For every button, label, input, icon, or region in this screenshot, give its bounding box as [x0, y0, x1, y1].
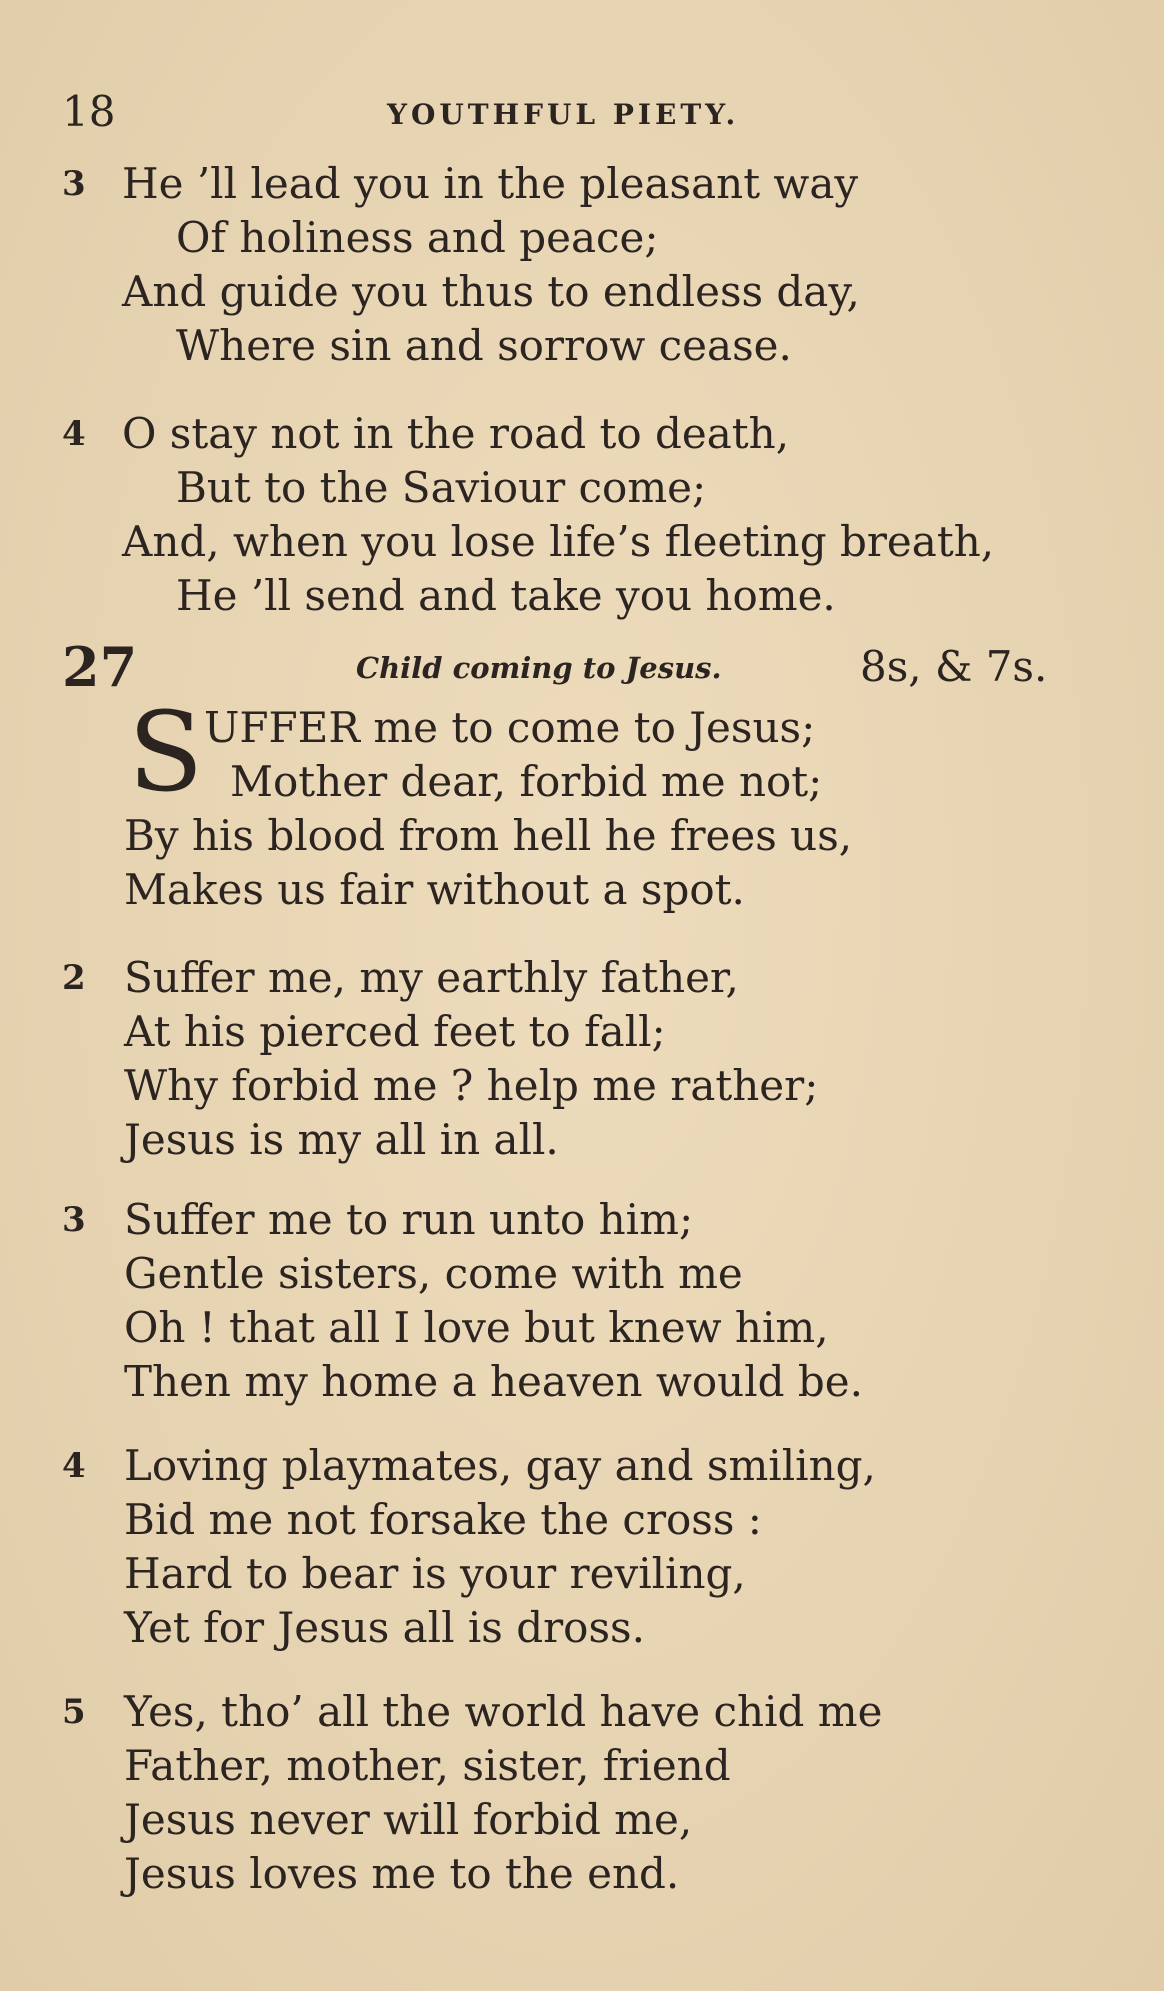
page-number: 18	[62, 87, 116, 136]
verse-line: Makes us fair without a spot.	[124, 865, 745, 914]
hymn-title: Child coming to Jesus.	[356, 651, 722, 685]
verse-line: Gentle sisters, come with me	[124, 1249, 743, 1298]
verse-line: Jesus loves me to the end.	[124, 1849, 680, 1898]
verse-line: He ’ll lead you in the pleasant way	[122, 159, 859, 208]
verse-line: Where sin and sorrow cease.	[176, 321, 792, 370]
running-head	[62, 88, 1102, 148]
verse-number: 3	[62, 164, 86, 204]
running-title: YOUTHFUL PIETY.	[387, 98, 740, 131]
verse-number: 2	[62, 958, 86, 998]
verse-line: Of holiness and peace;	[176, 213, 659, 262]
verse-line: And, when you lose life’s fleeting breath,	[122, 517, 995, 566]
verse-line: By his blood from hell he frees us,	[124, 811, 853, 860]
verse-line: UFFER me to come to Jesus;	[204, 703, 816, 752]
verse-line: Suffer me, my earthly father,	[124, 953, 739, 1002]
verse-line: Father, mother, sister, friend	[124, 1741, 731, 1790]
verse-line: Hard to bear is your reviling,	[124, 1549, 746, 1598]
verse-line: But to the Saviour come;	[176, 463, 707, 512]
verse-line: Mother dear, forbid me not;	[230, 757, 823, 806]
verse-line: Jesus is my all in all.	[124, 1115, 559, 1164]
verse-number: 5	[62, 1692, 86, 1732]
verse-line: At his pierced feet to fall;	[124, 1007, 666, 1056]
hymn-number: 27	[62, 635, 138, 699]
verse-line: Oh ! that all I love but knew him,	[124, 1303, 829, 1352]
verse-line: Then my home a heaven would be.	[124, 1357, 863, 1406]
verse-line: Suffer me to run unto him;	[124, 1195, 694, 1244]
verse-line: Why forbid me ? help me rather;	[124, 1061, 819, 1110]
verse-number: 4	[62, 1446, 86, 1486]
verse-number: 3	[62, 1200, 86, 1240]
verse-line: Bid me not forsake the cross :	[124, 1495, 762, 1544]
verse-line: Yet for Jesus all is dross.	[124, 1603, 645, 1652]
verse-line: He ’ll send and take you home.	[176, 571, 836, 620]
verse-line: Jesus never will forbid me,	[124, 1795, 693, 1844]
hymn-meter: 8s, & 7s.	[860, 642, 1048, 691]
drop-cap: S	[128, 688, 204, 816]
verse-line: O stay not in the road to death,	[122, 409, 790, 458]
verse-number: 4	[62, 414, 86, 454]
verse-line: Yes, tho’ all the world have chid me	[124, 1687, 883, 1736]
verse-line: And guide you thus to endless day,	[122, 267, 860, 316]
verse-line: Loving playmates, gay and smiling,	[124, 1441, 876, 1490]
